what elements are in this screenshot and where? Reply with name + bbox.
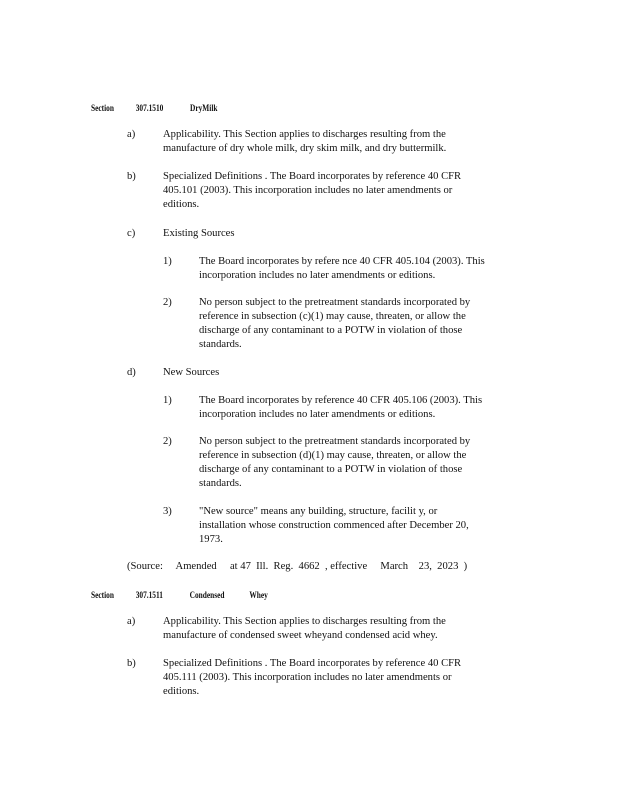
section-word: Section bbox=[91, 590, 114, 600]
item-c1-text bbox=[199, 255, 485, 283]
text-line: incorporation includes no later amendments or editions. bbox=[199, 409, 436, 420]
section-number: 307.1511 bbox=[135, 590, 163, 600]
section-number: 307.1510 bbox=[135, 103, 164, 113]
subsection-c-label: c) bbox=[127, 228, 136, 239]
item-d3-text bbox=[199, 505, 469, 547]
subsection-b-text bbox=[163, 170, 461, 212]
section-word: Section bbox=[91, 103, 114, 113]
text-line: editions. bbox=[163, 686, 200, 697]
text-line: 1973. bbox=[199, 534, 223, 545]
item-d1-label: 1) bbox=[163, 395, 172, 406]
section-title: DryMilk bbox=[190, 103, 218, 113]
text-line: manufacture of condensed sweet wheyand condensed acid whey. bbox=[163, 630, 438, 641]
item-d3-label: 3) bbox=[163, 506, 172, 517]
subsection-c-heading: Existing Sources bbox=[163, 228, 235, 239]
text-line: Applicability. This Section applies to discharges resulting from the bbox=[163, 616, 446, 627]
text-line: "New source" means any building, structure, facilit y, or bbox=[199, 506, 438, 517]
item-d1-text bbox=[199, 394, 482, 422]
subsection-a-text bbox=[163, 128, 446, 156]
subsection-a-label: a) bbox=[127, 129, 136, 140]
text-line: installation whose construction commenced after December 20, bbox=[199, 520, 469, 531]
subsection-b-text bbox=[163, 657, 461, 699]
subsection-a-label: a) bbox=[127, 616, 136, 627]
text-line: incorporation includes no later amendments or editions. bbox=[199, 270, 436, 281]
source-note: (Source: Amended at 47 Ill. Reg. 4662 , effective March 23, 2023 ) bbox=[127, 561, 468, 572]
text-line: discharge of any contaminant to a POTW in violation of those bbox=[199, 325, 463, 336]
text-line: Applicability. This Section applies to discharges resulting from the bbox=[163, 129, 446, 140]
text-line: 405.111 (2003). This incorporation includes no later amendments or bbox=[163, 672, 452, 683]
subsection-d-heading: New Sources bbox=[163, 367, 220, 378]
text-line: editions. bbox=[163, 199, 200, 210]
item-c2-text bbox=[199, 296, 470, 352]
section-title-part2: Whey bbox=[249, 590, 268, 600]
section-title-part1: Condensed bbox=[189, 590, 225, 600]
subsection-d-label: d) bbox=[127, 367, 136, 378]
text-line: 405.101 (2003). This incorporation includes no later amendments or bbox=[163, 185, 453, 196]
text-line: No person subject to the pretreatment standards incorporated by bbox=[199, 436, 471, 447]
text-line: standards. bbox=[199, 339, 242, 350]
item-d2-label: 2) bbox=[163, 436, 172, 447]
section-1510-heading bbox=[91, 101, 217, 115]
subsection-a-text bbox=[163, 615, 446, 643]
section-1511-heading bbox=[91, 588, 268, 602]
text-line: The Board incorporates by refere nce 40 CFR 405.104 (2003). This bbox=[199, 256, 485, 267]
item-c2-label: 2) bbox=[163, 297, 172, 308]
text-line: Specialized Definitions . The Board incorporates by reference 40 CFR bbox=[163, 171, 462, 182]
text-line: Specialized Definitions . The Board incorporates by reference 40 CFR bbox=[163, 658, 462, 669]
text-line: discharge of any contaminant to a POTW in violation of those bbox=[199, 464, 463, 475]
text-line: No person subject to the pretreatment standards incorporated by bbox=[199, 297, 471, 308]
subsection-b-label: b) bbox=[127, 171, 136, 182]
subsection-b-label: b) bbox=[127, 658, 136, 669]
text-line: The Board incorporates by reference 40 CFR 405.106 (2003). This bbox=[199, 395, 483, 406]
item-d2-text bbox=[199, 435, 470, 491]
text-line: manufacture of dry whole milk, dry skim milk, and dry buttermilk. bbox=[163, 143, 447, 154]
text-line: reference in subsection (c)(1) may cause, threaten, or allow the bbox=[199, 311, 466, 322]
item-c1-label: 1) bbox=[163, 256, 172, 267]
text-line: reference in subsection (d)(1) may cause, threaten, or allow the bbox=[199, 450, 467, 461]
text-line: standards. bbox=[199, 478, 242, 489]
